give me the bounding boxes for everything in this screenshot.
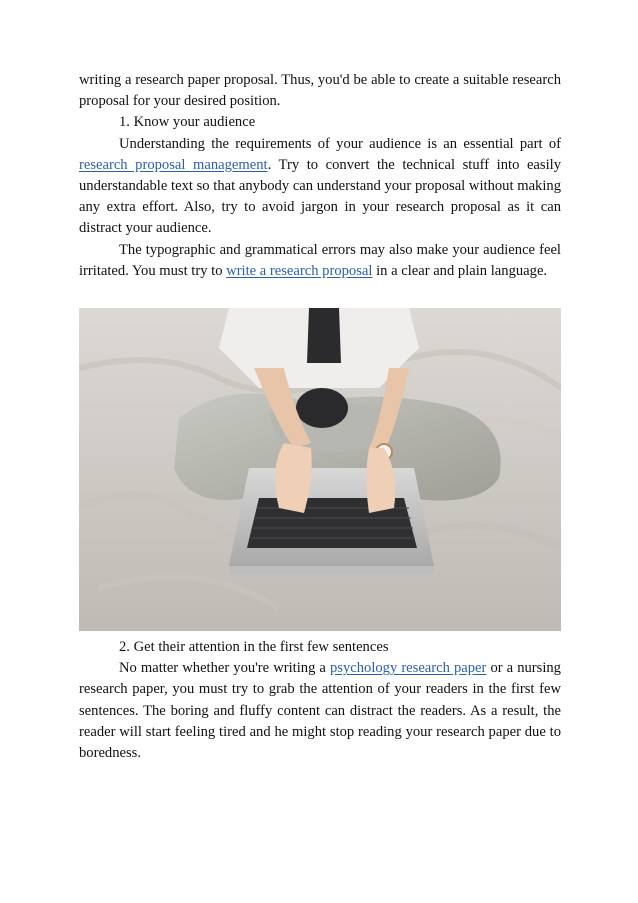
link-write-a-research-proposal[interactable]: write a research proposal (226, 262, 373, 279)
paragraph-attention-text-2: or a nursing research paper, you must try to grab the attention of your readers in the first few sentences. The boring and fluffy content can distract the readers. As a result, the reader will start feeling tired and he might stop reading your research paper due to boredness. (79, 660, 561, 762)
text-section-top (79, 70, 561, 282)
paragraph-audience (79, 134, 561, 240)
paragraph-audience-text-2: . Try to convert the technical stuff into easily understandable text so that anybody can understand your proposal without making any extra effort. Also, try to avoid jargon in your research proposal as it can distract your audience. (79, 156, 561, 237)
heading-know-your-audience: 1. Know your audience (119, 114, 256, 131)
paragraph-errors (79, 240, 561, 282)
paragraph-attention (79, 658, 561, 764)
link-research-proposal-management[interactable]: research proposal management (79, 156, 268, 173)
paragraph-errors-text-1: The typographic and grammatical errors may also make your audience feel irritated. You must try to (79, 241, 561, 279)
paragraph-attention-text-1: No matter whether you're writing a (119, 660, 330, 677)
laptop-photo (79, 308, 561, 631)
heading-get-their-attention: 2. Get their attention in the first few sentences (119, 639, 389, 655)
laptop-photo-illustration (79, 308, 561, 631)
link-psychology-research-paper[interactable]: psychology research paper (329, 660, 487, 677)
text-section-bottom (79, 637, 561, 764)
paragraph-audience-text-1: Understanding the requirements of your audience is an essential part of (119, 135, 561, 152)
paragraph-intro: writing a research paper proposal. Thus, you'd be able to create a suitable research proposal for your desired position. (79, 72, 561, 110)
paragraph-errors-text-2: in a clear and plain language. (372, 262, 548, 279)
